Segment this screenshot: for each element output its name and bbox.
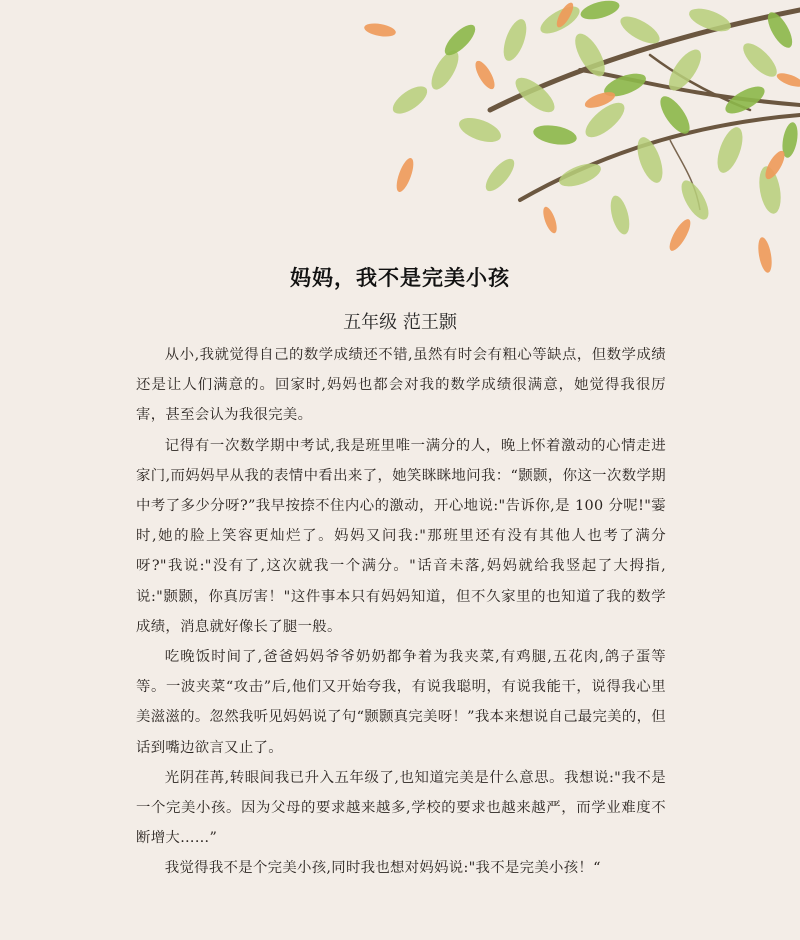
- author-byline: 五年级 范王颢: [343, 312, 457, 333]
- paragraph-2: 记得有一次数学期中考试,我是班里唯一满分的人，晚上怀着激动的心情走进家门,而妈妈早从我的表情中看出来了，她笑眯眯地问我：“颢颢，你这一次数学期中考了多少分呀?”我早按捺不住内心的激动，开心地说:"告诉你,是 100 分呢!"霎时,她的脸上笑容更灿烂了。妈妈又问我:"那班里还有没有其他人也考了满分呀?"我说:"没有了,这次就我一个满分。"话音未落,妈妈就给我竖起了大拇指,说:"颢颢，你真厉害！"这件事本只有妈妈知道，但不久家里的也知道了我的数学成绩，消息就好像长了腿一般。: [136, 437, 666, 635]
- tree-branch-illustration: [350, 0, 800, 290]
- paragraph-4: 光阴荏苒,转眼间我已升入五年级了,也知道完美是什么意思。我想说:"我不是一个完美小孩。因为父母的要求越来越多,学校的要求也越来越严，而学业难度不断增大……”: [136, 769, 666, 847]
- paragraph-1: 从小,我就觉得自己的数学成绩还不错,虽然有时会有粗心等缺点，但数学成绩还是让人们满意的。回家时,妈妈也都会对我的数学成绩很满意，她觉得我很厉害，甚至会认为我很完美。: [136, 347, 666, 424]
- document-title: 妈妈，我不是完美小孩: [290, 266, 510, 290]
- paragraph-3: 吃晚饭时间了,爸爸妈妈爷爷奶奶都争着为我夹菜,有鸡腿,五花肉,鸽子蛋等等。一波夹菜“攻击”后,他们又开始夸我，有说我聪明，有说我能干，说得我心里美滋滋的。忽然我听见妈妈说了句“颢颢真完美呀！”我本来想说自己最完美的，但话到嘴边欲言又止了。: [136, 649, 666, 756]
- article-body: [136, 340, 666, 884]
- paragraph-5: 我觉得我不是个完美小孩,同时我也想对妈妈说:"我不是完美小孩！“: [164, 860, 601, 877]
